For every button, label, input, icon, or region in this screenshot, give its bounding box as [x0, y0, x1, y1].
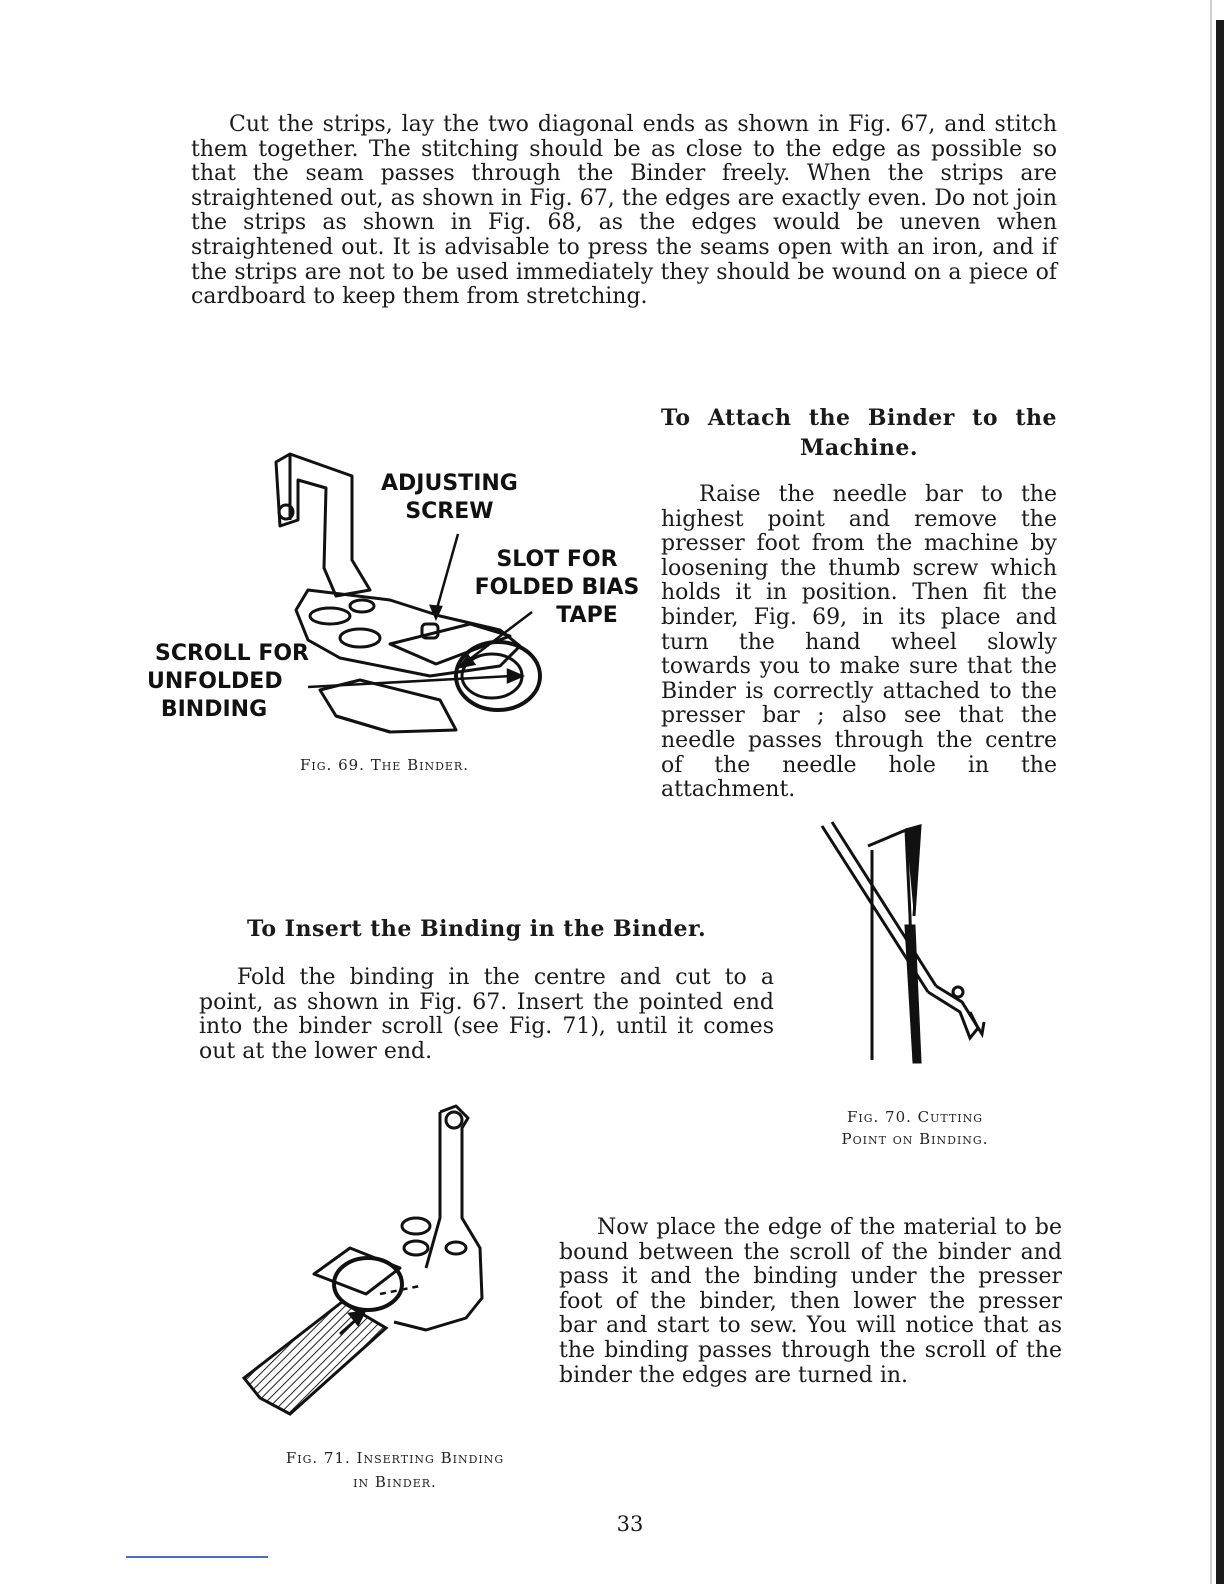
inserting-binding-illustration — [230, 1098, 500, 1428]
label-scroll-line2: UNFOLDED — [147, 669, 283, 694]
page-edge-line — [1210, 0, 1212, 1584]
label-adjusting-line1: ADJUSTING — [381, 471, 518, 496]
label-scroll-line3: BINDING — [160, 697, 268, 722]
footer-rule — [126, 1556, 268, 1558]
attach-heading-line1: To Attach the Binder to the — [661, 405, 1057, 431]
fig69-caption: Fig. 69. The Binder. — [300, 756, 469, 774]
fig71-caption — [200, 1446, 590, 1494]
page-edge-shadow — [1216, 20, 1224, 1584]
attach-heading — [661, 403, 1057, 463]
label-slot — [472, 546, 642, 630]
fig71-caption-line2: in Binder. — [353, 1473, 437, 1491]
fig71-caption-line1: Fig. 71. Inserting Binding — [285, 1449, 505, 1467]
final-paragraph: Now place the edge of the material to be bound between the scroll of the binder and pass it and the binding under the presser foot of the binder, then lower the presser bar and start to sew. You will notice that as the binding passes through the scroll of the binder the edges are turned in. — [559, 1215, 1062, 1388]
intro-paragraph: Cut the strips, lay the two diagonal ends as shown in Fig. 67, and stitch them together. The stitching should be as close to the edge as possible so that the seam passes through the Binder freely. When the strips are straightened out, as shown in Fig. 67, the edges are exactly even. Do not join the strips as shown in Fig. 68, as the edges would be uneven when straightened out. It is advisable to press the seams open with an iron, and if the strips are not to be used immediately they should be wound on a piece of cardboard to keep them from stretching. — [191, 112, 1057, 310]
label-slot-line3: TAPE — [556, 603, 618, 628]
label-slot-line1: SLOT FOR — [496, 547, 618, 572]
fig70-caption — [810, 1106, 1020, 1150]
label-adjusting-screw — [381, 470, 518, 526]
insert-paragraph: Fold the binding in the centre and cut to a point, as shown in Fig. 67. Insert the pointed end into the binder scroll (see Fig. 71), until it comes out at the lower end. — [199, 965, 774, 1064]
cutting-illustration — [810, 816, 990, 1066]
scissor-pivot-icon — [953, 987, 963, 997]
attach-heading-line2: Machine. — [799, 435, 918, 461]
binder-upright — [394, 1106, 482, 1330]
insert-heading: To Insert the Binding in the Binder. — [247, 916, 707, 942]
label-slot-line2: FOLDED BIAS — [474, 575, 640, 600]
label-scroll-line1: SCROLL FOR — [155, 641, 309, 666]
label-scroll — [147, 640, 317, 724]
fig70-caption-line2: Point on Binding. — [841, 1130, 989, 1148]
fig70-caption-line1: Fig. 70. Cutting — [846, 1108, 984, 1126]
page-number: 33 — [616, 1512, 644, 1536]
label-adjusting-line2: SCREW — [405, 499, 494, 524]
attach-paragraph: Raise the needle bar to the highest point and remove the presser foot from the machine by loosening the thumb screw which holds it in position. Then fit the binder, Fig. 69, in its place and turn the hand wheel slowly towards you to make sure that the Binder is correctly attached to the presser bar ; also see that the needle passes through the centre of the needle hole in the attachment. — [661, 482, 1057, 803]
binding-strip — [244, 1302, 386, 1414]
